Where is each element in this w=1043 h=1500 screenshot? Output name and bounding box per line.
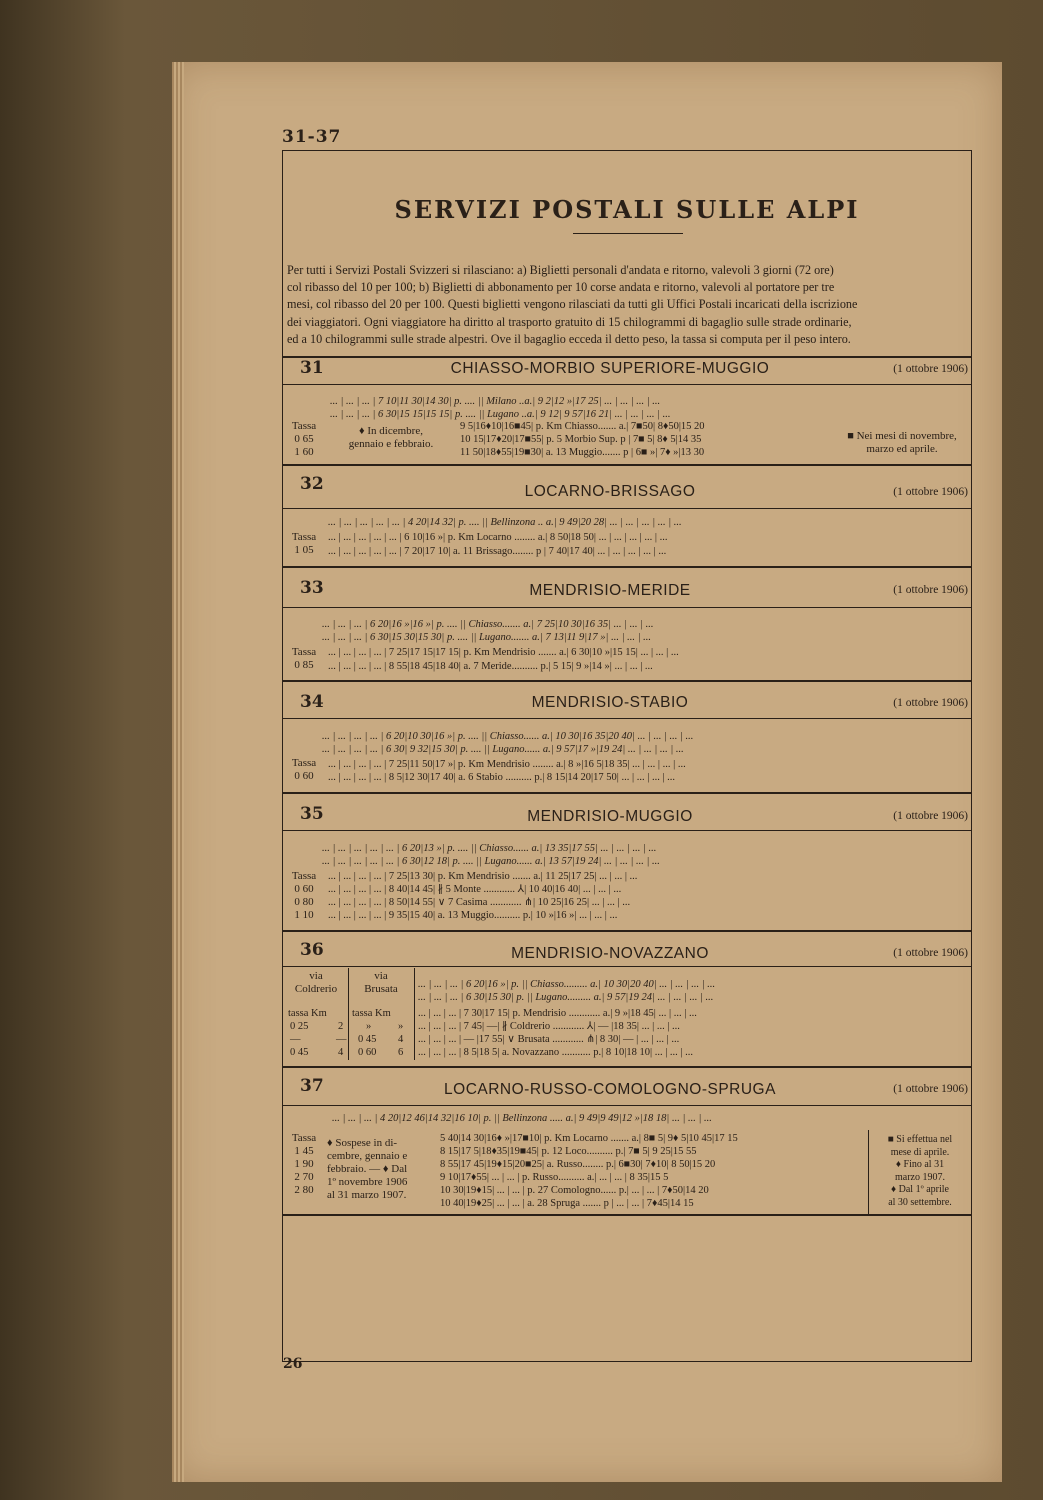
connection-row: ... | ... | ... | ... | 6 20|10 30|16 »| p. .... || Chiasso...... a.| 10 30|16 35|20 40| ... | ... | ... | ... (322, 731, 694, 742)
divider (282, 680, 972, 682)
section-title: MENDRISIO-MERIDE (529, 582, 691, 599)
tassa-label: Tassa (291, 646, 317, 658)
note-line: ♦ Fino al 31 (895, 1159, 945, 1170)
tassa-label: Tassa (291, 757, 317, 769)
tassa-column (285, 757, 323, 783)
tassa-value: 1 45 (294, 1145, 314, 1157)
tassa-value: 1 90 (294, 1158, 314, 1170)
section-number: 34 (300, 692, 324, 712)
via-name: Coldrerio (294, 983, 338, 995)
timetable-row: ... | ... | ... | ... | 7 25|13 30| p. Km Mendrisio ....... a.| 11 25|17 25| ... | ... | ... (328, 871, 638, 882)
divider (282, 508, 972, 509)
note-line: ♦ In dicembre, (359, 425, 423, 437)
tassa-label: Tassa (291, 1132, 317, 1144)
tassa-value: 1 10 (294, 909, 314, 921)
timetable-row: ... | ... | ... | ... | 7 25|17 15|17 15| p. Km Mendrisio ....... a.| 6 30|10 »|15 15| ... | ... | ... (328, 647, 679, 658)
km-cell: 4 (338, 1047, 344, 1058)
timetable-row: 10 15|17♦20|17■55| p. 5 Morbio Sup. p | 7■ 5| 8♦ 5|14 35 (460, 434, 702, 445)
km-cell: 0 60 (358, 1047, 377, 1058)
note-line: marzo ed aprile. (866, 443, 938, 455)
timetable-row: ... | ... | ... | — |17 55| ∨ Brusata ............ ⋔| 8 30| — | ... | ... | ... (418, 1034, 680, 1045)
timetable-row: 9 5|16♦10|16■45| p. Km Chiasso....... a.| 7■50| 8♦50|15 20 (460, 421, 705, 432)
divider (282, 1214, 972, 1216)
page-header: 31-37 (282, 127, 342, 147)
section-title: MENDRISIO-MUGGIO (527, 808, 693, 825)
section-title: LOCARNO-BRISSAGO (524, 483, 696, 500)
section-number: 31 (300, 358, 324, 378)
timetable-row: 11 50|18♦55|19■30| a. 13 Muggio....... p | 6■ »| 7♦ »|13 30 (460, 447, 705, 458)
note-line: ■ Nei mesi di novembre, (847, 430, 957, 442)
divider (282, 718, 972, 719)
note-line: mese di aprile. (890, 1146, 950, 1158)
note-line: ♦ Sospese in di- (327, 1137, 398, 1149)
connection-row: ... | ... | ... | 6 20|16 »|16 »| p. .... || Chiasso....... a.| 7 25|10 30|16 35| ... | ... | ... (322, 619, 654, 630)
note-line: gennaio e febbraio. (348, 438, 434, 450)
timetable-row: ... | ... | ... | 7 30|17 15| p. Mendrisio ............ a.| 9 »|18 45| ... | ... | ... (418, 1008, 697, 1019)
km-header-right: tassa Km (352, 1008, 391, 1019)
page-edge (172, 62, 184, 1482)
divider (282, 1105, 972, 1106)
tassa-value: 0 60 (294, 883, 314, 895)
connection-row: ... | ... | ... | ... | ... | 6 20|13 »| p. .... || Chiasso...... a.| 13 35|17 55| ... | ... | ... | ... (322, 843, 657, 854)
km-cell: 0 45 (290, 1047, 309, 1058)
note-line: al 31 marzo 1907. (327, 1189, 407, 1201)
section-number: 32 (300, 474, 324, 494)
km-cell: » (398, 1021, 404, 1032)
connection-row: ... | ... | ... | 7 10|11 30|14 30| p. .... || Milano ..a.| 9 2|12 »|17 25| ... | ... | ... | ... (330, 396, 661, 407)
intro-line: ed a 10 chilogrammi sulle strade alpestri. Ove il bagaglio ecceda il detto peso, la tassa si computa per il peso intero. (287, 331, 851, 346)
note-line: al 30 settembre. (888, 1196, 952, 1208)
tassa-value: 2 70 (294, 1171, 314, 1183)
via-label: via (374, 970, 388, 982)
divider (282, 384, 972, 385)
note-right (836, 430, 968, 456)
timetable-row: 8 15|17 5|18♦35|19■45| p. 12 Loco.......... p.| 7■ 5| 9 25|15 55 (440, 1146, 697, 1157)
km-cell: 2 (338, 1021, 344, 1032)
tassa-label: Tassa (291, 531, 317, 543)
intro-line: dei viaggiatori. Ogni viaggiatore ha diritto al trasporto gratuito di 15 chilogrammi di bagaglio sulle strade ordinarie, (287, 314, 852, 329)
divider (282, 566, 972, 568)
connection-row: ... | ... | ... | 6 20|16 »| p. || Chiasso......... a.| 10 30|20 40| ... | ... | ... | ... (418, 979, 716, 990)
column-rule (414, 968, 415, 1060)
note-line: ■ Si effettua nel (887, 1134, 953, 1145)
intro-paragraph (287, 262, 967, 348)
section-date: (1 ottobre 1906) (893, 1083, 968, 1095)
timetable-row: ... | ... | ... | ... | 8 55|18 45|18 40| a. 7 Meride.......... p.| 5 15| 9 »|14 »| ... | ... | ... (328, 661, 653, 672)
km-cell: 6 (398, 1047, 404, 1058)
note-line: cembre, gennaio e (327, 1150, 408, 1162)
divider (282, 1066, 972, 1068)
timetable-row: ... | ... | ... | ... | 8 40|14 45| ∦ 5 Monte ............ ⅄| 10 40|16 40| ... | ... | ... (328, 884, 622, 895)
divider (282, 792, 972, 794)
timetable-row: ... | ... | ... | ... | 8 50|14 55| ∨ 7 Casima ............ ⋔| 10 25|16 25| ... | ... | ... (328, 897, 631, 908)
column-rule (348, 968, 349, 1060)
km-cell: — (290, 1034, 301, 1045)
connection-row: ... | ... | ... | 6 30|15 15|15 15| p. .... || Lugano ..a.| 9 12| 9 57|16 21| ... | ... | ... | ... (330, 409, 671, 420)
page-number: 26 (283, 1356, 303, 1372)
connection-row: ... | ... | ... | ... | 6 30| 9 32|15 30| p. .... || Lugano...... a.| 9 57|17 »|19 24| ... | ... | ... | ... (322, 744, 684, 755)
tassa-label: Tassa (291, 870, 317, 882)
connection-row: ... | ... | ... | 6 30|15 30| p. || Lugano......... a.| 9 57|19 24| ... | ... | ... | ... (418, 992, 714, 1003)
timetable-row: 9 10|17♦55| ... | ... | p. Russo.......... a.| ... | ... | 8 35|15 5 (440, 1172, 669, 1183)
section-number: 36 (300, 940, 324, 960)
section-title: MENDRISIO-STABIO (531, 694, 689, 711)
via-name: Brusata (364, 983, 398, 995)
section-title: LOCARNO-RUSSO-COMOLOGNO-SPRUGA (444, 1081, 776, 1098)
timetable-row: ... | ... | ... | ... | ... | 7 20|17 10| a. 11 Brissago........ p | 7 40|17 40| ... | ... | ... | ... | ... (328, 546, 667, 557)
tassa-column (285, 420, 323, 459)
divider (282, 830, 972, 831)
divider (282, 464, 972, 466)
timetable-row: ... | ... | ... | ... | 7 25|11 50|17 »| p. Km Mendrisio ........ a.| 8 »|16 5|18 35| ... | ... | ... | ... (328, 759, 686, 770)
timetable-row: ... | ... | ... | 7 45| —| ∦ Coldrerio ............ ⅄| — |18 35| ... | ... | ... (418, 1021, 680, 1032)
intro-line: Per tutti i Servizi Postali Svizzeri si rilasciano: a) Biglietti personali d'andata e ritorno, valevoli 3 giorni (72 ore) (287, 263, 834, 277)
section-number: 35 (300, 804, 324, 824)
tassa-value: 1 60 (294, 446, 314, 458)
km-cell: » (366, 1021, 372, 1032)
timetable-row: 5 40|14 30|16♦ »|17■10| p. Km Locarno ....... a.| 8■ 5| 9♦ 5|10 45|17 15 (440, 1133, 738, 1144)
section-title: CHIASSO-MORBIO SUPERIORE-MUGGIO (450, 360, 770, 377)
tassa-value: 0 60 (294, 770, 314, 782)
intro-line: col ribasso del 10 per 100; b) Biglietti di abbonamento per 10 corse andata e ritorno, valevoli al portatore per tre (287, 280, 835, 295)
section-date: (1 ottobre 1906) (893, 486, 968, 498)
connection-row: ... | ... | ... | ... | ... | 6 30|12 18| p. .... || Lugano...... a.| 13 57|19 24| ... | ... | ... | ... (322, 856, 660, 867)
connection-row: ... | ... | ... | 4 20|12 46|14 32|16 10| p. || Bellinzona ..... a.| 9 49|9 49|12 »|18 18| ... | ... | ... (332, 1113, 712, 1124)
section-title: MENDRISIO-NOVAZZANO (511, 945, 709, 962)
km-cell: 4 (398, 1034, 404, 1045)
timetable-row: ... | ... | ... | ... | 8 5|12 30|17 40| a. 6 Stabio .......... p.| 8 15|14 20|17 50| ... | ... | ... | ... (328, 772, 676, 783)
via-right-header (350, 970, 412, 996)
tassa-column (285, 870, 323, 922)
connection-row: ... | ... | ... | ... | ... | 4 20|14 32| p. .... || Bellinzona .. a.| 9 49|20 28| ... | ... | ... | ... | ... (328, 517, 682, 528)
tassa-label: Tassa (291, 420, 317, 432)
km-cell: 0 45 (358, 1034, 377, 1045)
section-date: (1 ottobre 1906) (893, 363, 968, 375)
column-rule (868, 1130, 869, 1214)
km-cell: 0 25 (290, 1021, 309, 1032)
section-date: (1 ottobre 1906) (893, 947, 968, 959)
note-left (326, 425, 456, 451)
tassa-value: 0 65 (294, 433, 314, 445)
note-line: febbraio. — ♦ Dal (327, 1163, 408, 1175)
note-right (870, 1134, 970, 1209)
divider (282, 930, 972, 932)
tassa-value: 0 85 (294, 659, 314, 671)
timetable-row: 10 40|19♦25| ... | ... | a. 28 Spruga ....... p | ... | ... | 7♦45|14 15 (440, 1198, 694, 1209)
connection-row: ... | ... | ... | 6 30|15 30|15 30| p. .... || Lugano....... a.| 7 13|11 9|17 »| ... | ... | ... (322, 632, 651, 643)
divider (282, 966, 972, 967)
timetable-row: 8 55|17 45|19♦15|20■25| a. Russo........ p.| 6■30| 7♦10| 8 50|15 20 (440, 1159, 716, 1170)
page-title: SERVIZI POSTALI SULLE ALPI (394, 195, 860, 224)
timetable-row: ... | ... | ... | ... | 9 35|15 40| a. 13 Muggio.......... p.| 10 »|16 »| ... | ... | ... (328, 910, 618, 921)
km-header-left: tassa Km (288, 1008, 327, 1019)
note-line: 1º novembre 1906 (327, 1176, 408, 1188)
intro-line: mesi, col ribasso del 20 per 100. Questi biglietti vengono rilasciati da tutti gli Uffici Postali incaricati della iscrizione (287, 297, 858, 312)
tassa-column (285, 531, 323, 557)
divider (282, 607, 972, 608)
divider (282, 356, 972, 358)
note-left (327, 1137, 435, 1202)
section-date: (1 ottobre 1906) (893, 810, 968, 822)
tassa-value: 1 05 (294, 544, 314, 556)
section-date: (1 ottobre 1906) (893, 697, 968, 709)
timetable-row: ... | ... | ... | 8 5|18 5| a. Novazzano ........... p.| 8 10|18 10| ... | ... | ... (418, 1047, 694, 1058)
tassa-value: 0 80 (294, 896, 314, 908)
section-date: (1 ottobre 1906) (893, 584, 968, 596)
note-line: ♦ Dal 1º aprile (891, 1184, 949, 1195)
tassa-column (285, 1132, 323, 1197)
timetable-row: ... | ... | ... | ... | ... | 6 10|16 »| p. Km Locarno ........ a.| 8 50|18 50| ... | ... | ... | ... | ... (328, 532, 668, 543)
title-rule (573, 233, 683, 234)
section-number: 37 (300, 1076, 324, 1096)
timetable-row: 10 30|19♦15| ... | ... | p. 27 Comologno...... p.| ... | ... | 7♦50|14 20 (440, 1185, 709, 1196)
via-label: via (309, 970, 323, 982)
note-line: marzo 1907. (895, 1171, 945, 1183)
tassa-value: 2 80 (294, 1184, 314, 1196)
tassa-column (285, 646, 323, 672)
section-number: 33 (300, 578, 324, 598)
via-left-header (285, 970, 347, 996)
km-cell: — (336, 1034, 347, 1045)
